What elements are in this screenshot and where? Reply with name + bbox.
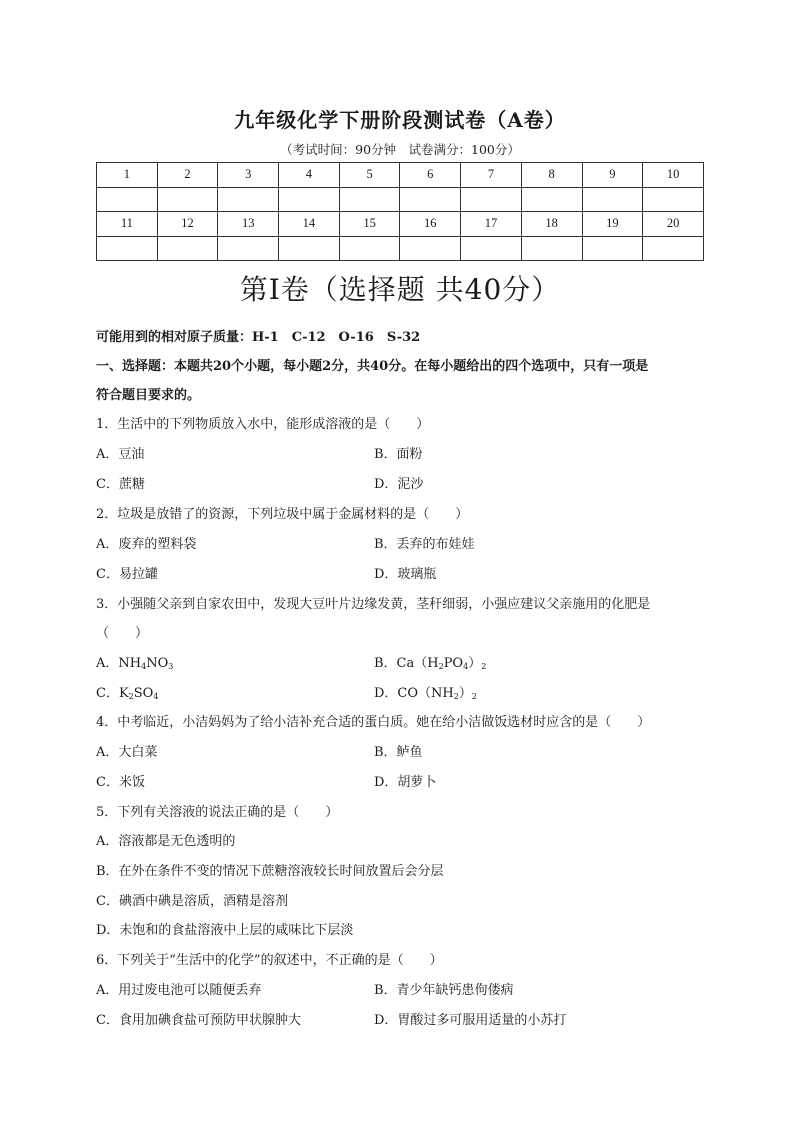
subscript: 4 xyxy=(153,692,159,701)
subscript: 4 xyxy=(463,662,469,671)
question-3-stem-cont: （ ） xyxy=(96,626,149,641)
question-5-option-b[interactable]: B．在外在条件不变的情况下蔗糖溶液较长时间放置后会分层 xyxy=(96,864,444,879)
answer-number-cell: 16 xyxy=(400,212,461,237)
question-6-option-a[interactable]: A．用过废电池可以随便丢弃 xyxy=(96,983,262,998)
answer-blank-cell[interactable] xyxy=(400,236,461,261)
question-4-option-d[interactable]: D．胡萝卜 xyxy=(374,775,437,790)
subscript: 2 xyxy=(471,692,477,701)
question-4-option-a[interactable]: A．大白菜 xyxy=(96,745,158,760)
answer-blank-cell[interactable] xyxy=(97,187,158,212)
subscript: 2 xyxy=(453,692,459,701)
answer-number-cell: 4 xyxy=(279,163,340,188)
question-3-stem: 3．小强随父亲到自家农田中，发现大豆叶片边缘发黄，茎秆细弱，小强应建议父亲施用的化肥是 xyxy=(96,597,651,612)
answer-number-cell: 10 xyxy=(643,163,704,188)
formula-text: SO xyxy=(133,686,154,701)
answer-blank-cell[interactable] xyxy=(157,236,218,261)
answer-number-cell: 1 xyxy=(97,163,158,188)
question-5-option-c[interactable]: C．碘酒中碘是溶质，酒精是溶剂 xyxy=(96,894,288,909)
answer-blank-cell[interactable] xyxy=(339,236,400,261)
answer-blank-cell[interactable] xyxy=(279,236,340,261)
answer-number-cell: 13 xyxy=(218,212,279,237)
answer-blank-cell[interactable] xyxy=(521,236,582,261)
answer-blank-cell[interactable] xyxy=(461,187,522,212)
answer-blank-cell[interactable] xyxy=(461,236,522,261)
answer-table-blank-row-2 xyxy=(97,236,704,261)
atomic-masses: 可能用到的相对原子质量：H-1 C-12 O-16 S-32 xyxy=(96,330,421,345)
answer-number-cell: 15 xyxy=(339,212,400,237)
answer-table-blank-row-1 xyxy=(97,187,704,212)
answer-blank-cell[interactable] xyxy=(643,236,704,261)
section-title: 第Ⅰ卷（选择题 共40分） xyxy=(239,273,561,306)
answer-blank-cell[interactable] xyxy=(400,187,461,212)
subscript: 2 xyxy=(481,662,487,671)
formula-text: NO xyxy=(146,656,169,671)
answer-number-cell: 8 xyxy=(521,163,582,188)
formula-text: A．NH xyxy=(96,656,142,671)
formula-text: ） xyxy=(468,656,482,671)
answer-blank-cell[interactable] xyxy=(218,236,279,261)
instructions-line-2: 符合题目要求的。 xyxy=(96,388,201,403)
answer-number-cell: 2 xyxy=(157,163,218,188)
answer-number-cell: 17 xyxy=(461,212,522,237)
question-4-stem: 4．中考临近，小洁妈妈为了给小洁补充合适的蛋白质。她在给小洁做饭选材时应含的是（ ） xyxy=(96,715,651,730)
question-3-option-c[interactable] xyxy=(96,682,158,701)
answer-number-cell: 5 xyxy=(339,163,400,188)
question-6-option-d[interactable]: D．胃酸过多可服用适量的小苏打 xyxy=(374,1013,567,1028)
subscript: 2 xyxy=(438,662,444,671)
answer-number-cell: 14 xyxy=(279,212,340,237)
answer-number-cell: 18 xyxy=(521,212,582,237)
answer-blank-cell[interactable] xyxy=(521,187,582,212)
question-3-option-b[interactable] xyxy=(374,652,486,671)
answer-blank-cell[interactable] xyxy=(643,187,704,212)
answer-number-cell: 6 xyxy=(400,163,461,188)
answer-number-cell: 7 xyxy=(461,163,522,188)
answer-table-header-row-1 xyxy=(97,163,704,188)
question-3-option-d[interactable] xyxy=(374,682,477,701)
formula-text: C．K xyxy=(96,686,129,701)
answer-table-header-row-2 xyxy=(97,212,704,237)
question-2-option-b[interactable]: B．丢弃的布娃娃 xyxy=(374,537,475,552)
question-4-option-c[interactable]: C．米饭 xyxy=(96,775,145,790)
question-4-option-b[interactable]: B．鲈鱼 xyxy=(374,745,423,760)
question-6-stem: 6．下列关于“生活中的化学”的叙述中，不正确的是（ ） xyxy=(96,953,443,968)
question-2-option-d[interactable]: D．玻璃瓶 xyxy=(374,567,437,582)
formula-text: D．CO（NH xyxy=(374,686,454,701)
answer-blank-cell[interactable] xyxy=(157,187,218,212)
answer-blank-cell[interactable] xyxy=(582,236,643,261)
question-5-option-a[interactable]: A．溶液都是无色透明的 xyxy=(96,834,236,849)
answer-number-cell: 3 xyxy=(218,163,279,188)
formula-text: B．Ca（H xyxy=(374,656,439,671)
question-2-option-a[interactable]: A．废弃的塑料袋 xyxy=(96,537,197,552)
question-5-option-d[interactable]: D．未饱和的食盐溶液中上层的咸味比下层淡 xyxy=(96,923,354,938)
answer-blank-cell[interactable] xyxy=(218,187,279,212)
answer-blank-cell[interactable] xyxy=(279,187,340,212)
question-1-stem: 1．生活中的下列物质放入水中，能形成溶液的是（ ） xyxy=(96,417,430,432)
instructions-line-1: 一、选择题：本题共20个小题，每小题2分，共40分。在每小题给出的四个选项中，只有一项是 xyxy=(96,359,649,374)
question-6-option-c[interactable]: C．食用加碘食盐可预防甲状腺肿大 xyxy=(96,1013,301,1028)
answer-number-cell: 11 xyxy=(97,212,158,237)
formula-text: ） xyxy=(458,686,472,701)
page-title: 九年级化学下册阶段测试卷（A卷） xyxy=(234,108,566,132)
question-1-option-c[interactable]: C．蔗糖 xyxy=(96,477,145,492)
answer-blank-cell[interactable] xyxy=(339,187,400,212)
answer-blank-cell[interactable] xyxy=(582,187,643,212)
question-2-stem: 2．垃圾是放错了的资源，下列垃圾中属于金属材料的是（ ） xyxy=(96,507,469,522)
answer-number-cell: 19 xyxy=(582,212,643,237)
answer-number-cell: 9 xyxy=(582,163,643,188)
question-5-stem: 5．下列有关溶液的说法正确的是（ ） xyxy=(96,805,339,820)
formula-text: PO xyxy=(443,656,464,671)
question-1-option-a[interactable]: A．豆油 xyxy=(96,447,145,462)
answer-table xyxy=(96,162,704,261)
question-1-option-b[interactable]: B．面粉 xyxy=(374,447,423,462)
question-2-option-c[interactable]: C．易拉罐 xyxy=(96,567,158,582)
subscript: 2 xyxy=(128,692,134,701)
answer-number-cell: 20 xyxy=(643,212,704,237)
subscript: 4 xyxy=(141,662,147,671)
question-1-option-d[interactable]: D．泥沙 xyxy=(374,477,424,492)
question-3-option-a[interactable] xyxy=(96,652,173,671)
answer-number-cell: 12 xyxy=(157,212,218,237)
answer-blank-cell[interactable] xyxy=(97,236,158,261)
exam-info: （考试时间：90分钟 试卷满分：100分） xyxy=(280,142,520,157)
question-6-option-b[interactable]: B．青少年缺钙患佝偻病 xyxy=(374,983,514,998)
subscript: 3 xyxy=(168,662,174,671)
